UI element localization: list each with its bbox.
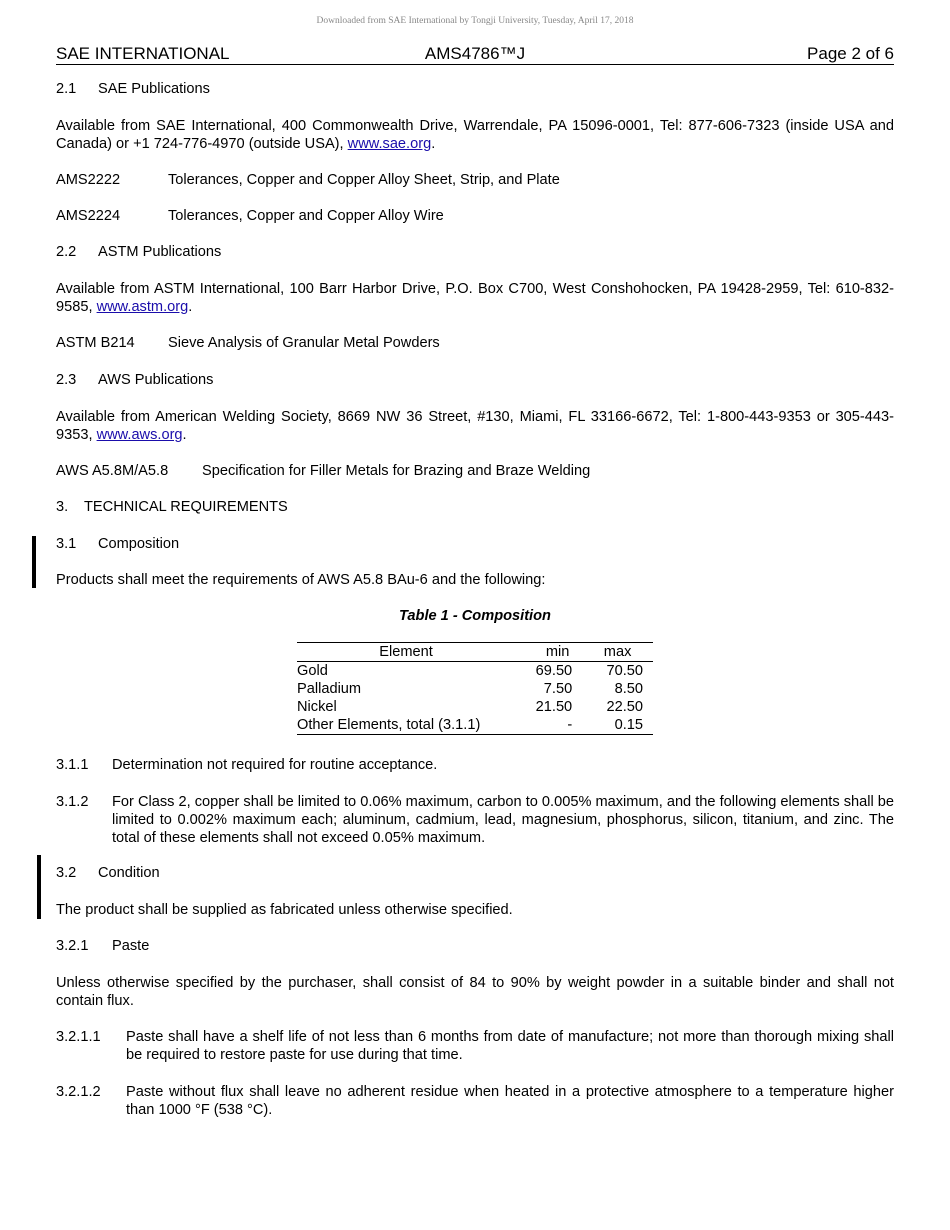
header-org: SAE INTERNATIONAL: [56, 44, 230, 63]
aws-availability-paragraph: Available from American Welding Society, 8669 NW 36 Street, #130, Miami, FL 33166-6672, Tel: 1-800-443-9353 or 305-443-9353, www.aws.org.: [56, 409, 894, 443]
availability-text: Available from American Welding Society, 8669 NW 36 Street, #130, Miami, FL 33166-6672, Tel: 1-800-443-9353 or 305-443-9353,: [56, 409, 894, 443]
section-title: Composition: [98, 536, 180, 552]
section-text: Determination not required for routine acceptance.: [112, 757, 438, 773]
table-caption: Table 1 - Composition: [399, 608, 551, 624]
section-3-2-1-1-text: Paste shall have a shelf life of not less than 6 months from date of manufacture; not more than thorough mixing shall be required to restore paste for use during that time.: [126, 1029, 894, 1063]
reference-code: ASTM B214: [56, 335, 135, 351]
header-page-number: Page 2 of 6: [807, 44, 894, 63]
reference-code: AMS2222: [56, 172, 121, 188]
table-row: [297, 698, 653, 716]
section-title: Condition: [98, 865, 160, 881]
section-title: TECHNICAL REQUIREMENTS: [84, 499, 288, 515]
section-2-1-heading: [56, 80, 894, 98]
reference-title: Specification for Filler Metals for Brazing and Braze Welding: [202, 463, 591, 479]
reference-ams2224: [56, 207, 894, 225]
section-number: 3.2.1: [56, 938, 89, 954]
page-header: [56, 44, 894, 65]
section-number: 2.2: [56, 244, 77, 260]
column-header-max: max: [582, 643, 653, 662]
table-row: [297, 716, 653, 735]
section-3-1-heading: [56, 535, 894, 553]
composition-table: [297, 642, 653, 735]
section-3-2-1-2-text: Paste without flux shall leave no adherent residue when heated in a protective atmosphere to a temperature higher than 1000 °F (538 °C).: [126, 1084, 894, 1118]
section-3-2-1-heading: [56, 937, 894, 955]
section-number: 3.1.1: [56, 757, 89, 773]
min-value: 7.50: [543, 681, 573, 697]
element-name: Gold: [297, 663, 328, 679]
astm-availability-paragraph: Available from ASTM International, 100 Barr Harbor Drive, P.O. Box C700, West Conshohocken, PA 19428-2959, Tel: 610-832-9585, www.astm.org.: [56, 281, 894, 315]
availability-text: Available from SAE International, 400 Commonwealth Drive, Warrendale, PA 15096-0001, Tel: 877-606-7323 (inside USA and Canada) or +1 724-776-4970 (outside USA),: [56, 118, 894, 152]
section-3-heading: [56, 498, 894, 516]
table-row: [297, 662, 653, 681]
min-value: -: [515, 716, 582, 735]
element-name: Other Elements, total (3.1.1): [297, 716, 515, 735]
section-3-2-heading: [56, 864, 894, 882]
section-number: 2.3: [56, 372, 77, 388]
element-name: Palladium: [297, 681, 362, 697]
reference-astm-b214: [56, 334, 894, 352]
section-2-3-heading: [56, 371, 894, 389]
reference-code: AMS2224: [56, 208, 121, 224]
table-row: [297, 680, 653, 698]
section-number: 3.2: [56, 865, 77, 881]
reference-ams2222: [56, 171, 894, 189]
column-header-element: Element: [297, 643, 515, 662]
section-3-1-1: [56, 756, 894, 774]
astm-website-link[interactable]: www.astm.org: [96, 299, 189, 315]
max-value: 22.50: [606, 699, 643, 715]
sae-website-link[interactable]: www.sae.org: [347, 136, 432, 152]
section-2-2-heading: [56, 243, 894, 261]
section-number: 2.1: [56, 81, 77, 97]
max-value: 8.50: [614, 681, 643, 697]
section-number: 3.: [56, 499, 69, 515]
revision-change-bar: [32, 536, 36, 588]
section-3-2-1-1-number: 3.2.1.1: [56, 1029, 101, 1045]
aws-website-link[interactable]: www.aws.org: [96, 427, 183, 443]
max-value: 0.15: [582, 716, 653, 735]
revision-change-bar: [37, 855, 41, 919]
section-title: Paste: [112, 938, 150, 954]
min-value: 21.50: [535, 699, 573, 715]
reference-title: Sieve Analysis of Granular Metal Powders: [168, 335, 440, 351]
element-name: Nickel: [297, 699, 337, 715]
section-title: SAE Publications: [98, 81, 210, 97]
availability-text: Available from ASTM International, 100 Barr Harbor Drive, P.O. Box C700, West Conshohocken, PA 19428-2959, Tel: 610-832-9585,: [56, 281, 894, 315]
condition-statement: The product shall be supplied as fabricated unless otherwise specified.: [56, 902, 513, 918]
reference-title: Tolerances, Copper and Copper Alloy Wire: [168, 208, 444, 224]
reference-aws-a5-8: [56, 462, 894, 480]
sae-availability-paragraph: Available from SAE International, 400 Commonwealth Drive, Warrendale, PA 15096-0001, Tel: 877-606-7323 (inside USA and Canada) or +1 724-776-4970 (outside USA), www.sae.org.: [56, 118, 894, 152]
section-number: 3.1: [56, 536, 77, 552]
section-title: AWS Publications: [98, 372, 214, 388]
column-header-min: min: [515, 643, 582, 662]
min-value: 69.50: [535, 663, 573, 679]
section-title: ASTM Publications: [98, 244, 222, 260]
reference-title: Tolerances, Copper and Copper Alloy Sheet, Strip, and Plate: [168, 172, 560, 188]
composition-statement: Products shall meet the requirements of AWS A5.8 BAu-6 and the following:: [56, 572, 546, 588]
section-3-1-2-text: For Class 2, copper shall be limited to 0.06% maximum, carbon to 0.005% maximum, and the following elements shall be limited to 0.002% maximum each; aluminum, cadmium, lead, magnesium, phosphorus, silicon, titanium, and zinc. The total of these elements shall not exceed 0.05% maximum.: [112, 794, 894, 846]
max-value: 70.50: [606, 663, 643, 679]
download-watermark: Downloaded from SAE International by Tongji University, Tuesday, April 17, 2018: [316, 16, 634, 26]
section-3-1-2-number: 3.1.2: [56, 794, 89, 810]
section-3-2-1-2-number: 3.2.1.2: [56, 1084, 101, 1100]
header-doc-number: AMS4786™J: [424, 44, 526, 63]
table-header-row: [297, 643, 653, 662]
paste-statement: Unless otherwise specified by the purchaser, shall consist of 84 to 90% by weight powder in a suitable binder and shall not contain flux.: [56, 975, 894, 1009]
reference-code: AWS A5.8M/A5.8: [56, 463, 169, 479]
